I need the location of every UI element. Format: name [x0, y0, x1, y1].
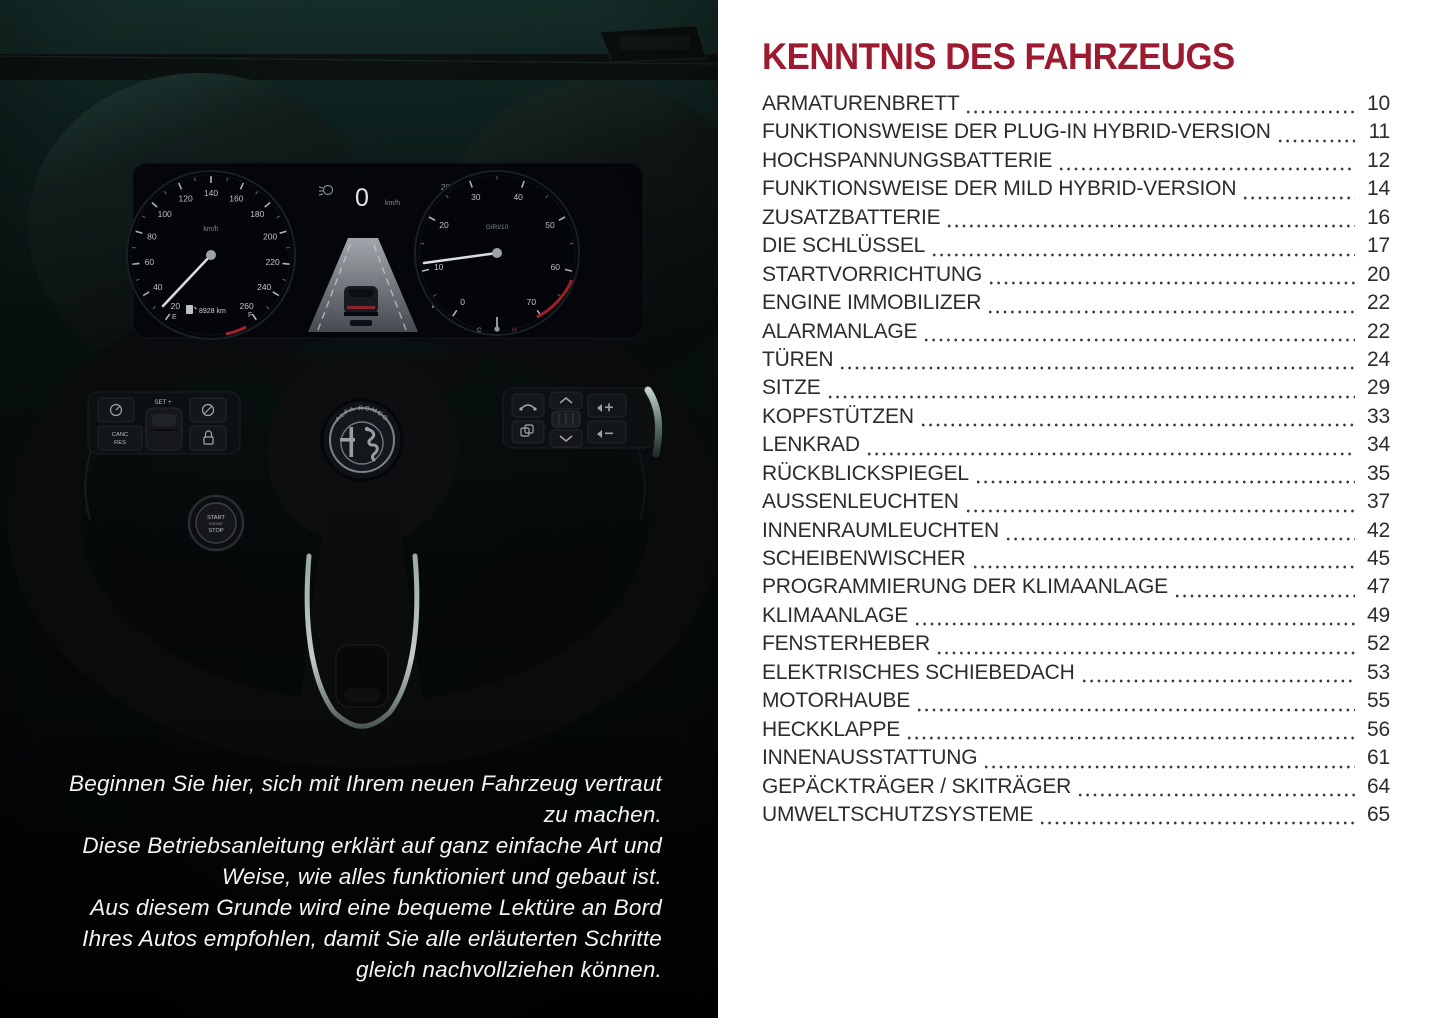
toc-entry[interactable]: [762, 718, 1390, 746]
toc-entry-page: 53: [1367, 660, 1390, 684]
toc-entry-page: 29: [1367, 376, 1390, 400]
toc-entry-label: MOTORHAUBE: [762, 689, 911, 713]
toc-entry-label: HECKKLAPPE: [762, 717, 901, 741]
toc-entry-label: RÜCKBLICKSPIEGEL: [762, 461, 969, 485]
toc-entry[interactable]: [762, 120, 1390, 148]
toc-entry-label: KLIMAANLAGE: [762, 603, 909, 627]
toc-entry-page: 61: [1367, 746, 1390, 770]
toc-entry-label: INNENAUSSTATTUNG: [762, 746, 978, 770]
dotted-leader: [947, 222, 1355, 230]
toc-entry-page: 52: [1367, 632, 1390, 656]
toc-entry-label: DIE SCHLÜSSEL: [762, 234, 926, 258]
toc-entry[interactable]: [762, 291, 1390, 319]
dotted-leader: [915, 620, 1355, 628]
toc-entry-page: 64: [1367, 774, 1390, 798]
toc-entry[interactable]: [762, 547, 1390, 575]
photo-caption: [62, 768, 662, 985]
toc-entry-label: STARTVORRICHTUNG: [762, 262, 983, 286]
toc-entry-label: HOCHSPANNUNGSBATTERIE: [762, 148, 1053, 172]
dotted-leader: [1006, 535, 1355, 543]
toc-entry-page: 33: [1367, 404, 1390, 428]
toc-panel: [718, 0, 1445, 1018]
dotted-leader: [867, 450, 1355, 458]
cover-photo: [0, 0, 718, 1018]
toc-entry-label: UMWELTSCHUTZSYSTEME: [762, 802, 1034, 826]
toc-entry[interactable]: [762, 263, 1390, 291]
toc-entry-label: LENKRAD: [762, 433, 860, 457]
caption-paragraph: Beginnen Sie hier, sich mit Ihrem neuen Fahrzeug vertraut zu machen.: [69, 771, 662, 828]
dotted-leader: [828, 393, 1355, 401]
toc-entry-page: 14: [1367, 177, 1390, 201]
toc-entry[interactable]: [762, 405, 1390, 433]
toc-entry-page: 49: [1367, 603, 1390, 627]
toc-entry-page: 37: [1367, 490, 1390, 514]
toc-entry-page: 56: [1367, 717, 1390, 741]
dotted-leader: [917, 706, 1355, 714]
toc-entry[interactable]: [762, 462, 1390, 490]
dotted-leader: [1059, 165, 1355, 173]
toc-entry-label: AUSSENLEUCHTEN: [762, 490, 959, 514]
toc-list: [762, 92, 1390, 831]
toc-entry-page: 47: [1367, 575, 1390, 599]
dotted-leader: [924, 336, 1355, 344]
toc-entry[interactable]: [762, 92, 1390, 120]
dotted-leader: [1040, 819, 1355, 827]
toc-entry-label: FENSTERHEBER: [762, 632, 930, 656]
toc-entry-label: ZUSATZBATTERIE: [762, 205, 941, 229]
dotted-leader: [966, 507, 1355, 515]
toc-entry[interactable]: [762, 604, 1390, 632]
toc-entry-label: GEPÄCKTRÄGER / SKITRÄGER: [762, 774, 1072, 798]
toc-entry[interactable]: [762, 348, 1390, 376]
dotted-leader: [1082, 677, 1355, 685]
toc-entry[interactable]: [762, 632, 1390, 660]
toc-entry-label: TÜREN: [762, 347, 834, 371]
toc-entry-page: 16: [1367, 205, 1390, 229]
toc-entry[interactable]: [762, 433, 1390, 461]
toc-entry-page: 65: [1367, 802, 1390, 826]
dotted-leader: [973, 563, 1355, 571]
dotted-leader: [1278, 137, 1355, 145]
toc-entry-label: ARMATURENBRETT: [762, 92, 960, 115]
toc-entry[interactable]: [762, 575, 1390, 603]
toc-entry-label: SCHEIBENWISCHER: [762, 547, 966, 570]
toc-entry-page: 11: [1368, 120, 1390, 144]
toc-entry-page: 22: [1367, 291, 1390, 315]
dotted-leader: [1243, 194, 1355, 202]
toc-entry[interactable]: [762, 320, 1390, 348]
dotted-leader: [984, 763, 1355, 771]
dotted-leader: [907, 734, 1355, 742]
toc-entry[interactable]: [762, 490, 1390, 518]
dotted-leader: [840, 364, 1355, 372]
toc-entry-label: ALARMANLAGE: [762, 319, 918, 343]
chapter-title: KENNTNIS DES FAHRZEUGS: [762, 36, 1235, 77]
toc-entry-label: SITZE: [762, 376, 821, 400]
dotted-leader: [988, 308, 1355, 316]
toc-entry-page: 35: [1367, 461, 1390, 485]
caption-paragraph: Diese Betriebsanleitung erklärt auf ganz einfache Art und Weise, wie alles funktioniert und gebaut ist.: [82, 833, 662, 890]
toc-entry-label: FUNKTIONSWEISE DER PLUG-IN HYBRID-VERSION: [762, 120, 1271, 144]
toc-entry-label: PROGRAMMIERUNG DER KLIMAANLAGE: [762, 575, 1168, 599]
toc-entry-label: ENGINE IMMOBILIZER: [762, 291, 982, 315]
toc-entry-page: 22: [1367, 319, 1390, 343]
dotted-leader: [989, 279, 1355, 287]
toc-entry[interactable]: [762, 519, 1390, 547]
toc-entry-page: 55: [1367, 689, 1390, 713]
dotted-leader: [921, 421, 1355, 429]
toc-entry[interactable]: [762, 234, 1390, 262]
toc-entry-page: 10: [1367, 92, 1390, 115]
toc-entry-page: 24: [1367, 347, 1390, 371]
toc-entry[interactable]: [762, 689, 1390, 717]
toc-entry[interactable]: [762, 803, 1390, 831]
toc-entry[interactable]: [762, 206, 1390, 234]
toc-entry-page: 17: [1367, 234, 1390, 258]
toc-entry[interactable]: [762, 149, 1390, 177]
toc-entry[interactable]: [762, 746, 1390, 774]
toc-entry-label: ELEKTRISCHES SCHIEBEDACH: [762, 660, 1075, 684]
toc-entry-label: KOPFSTÜTZEN: [762, 404, 914, 428]
toc-entry-page: 20: [1367, 262, 1390, 286]
dotted-leader: [932, 251, 1355, 259]
toc-entry-page: 12: [1367, 148, 1390, 172]
dotted-leader: [937, 649, 1355, 657]
toc-entry-page: 45: [1367, 547, 1390, 570]
caption-paragraph: Aus diesem Grunde wird eine bequeme Lektüre an Bord Ihres Autos empfohlen, damit Sie alle erläuterten Schritte gleich nachvollziehen können.: [82, 895, 662, 983]
toc-entry[interactable]: [762, 177, 1390, 205]
dotted-leader: [976, 478, 1355, 486]
dotted-leader: [1078, 791, 1355, 799]
toc-entry-page: 34: [1367, 433, 1390, 457]
toc-entry-page: 42: [1367, 518, 1390, 542]
dotted-leader: [1175, 592, 1355, 600]
toc-entry[interactable]: [762, 376, 1390, 404]
toc-entry-label: INNENRAUMLEUCHTEN: [762, 518, 999, 542]
toc-entry[interactable]: [762, 775, 1390, 803]
toc-entry-label: FUNKTIONSWEISE DER MILD HYBRID-VERSION: [762, 177, 1237, 201]
toc-entry[interactable]: [762, 661, 1390, 689]
dotted-leader: [966, 108, 1355, 116]
